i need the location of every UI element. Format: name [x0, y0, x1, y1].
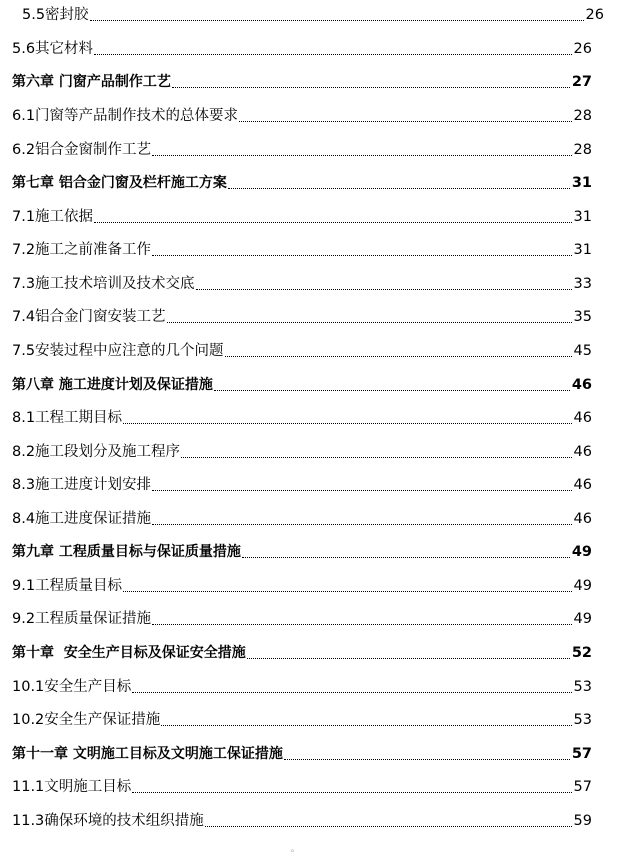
toc-leader-dots	[161, 724, 571, 726]
toc-entry	[22, 0, 604, 24]
toc-entry-page: 46	[573, 410, 592, 426]
toc-entry-title: 7.2施工之前准备工作	[12, 242, 152, 258]
toc-entry	[12, 806, 592, 830]
toc-entry-title: 8.4施工进度保证措施	[12, 511, 152, 527]
toc-entry-page: 59	[573, 813, 592, 829]
toc-leader-dots	[167, 321, 572, 323]
toc-leader-dots	[90, 19, 584, 21]
toc-entry-page: 45	[573, 343, 592, 359]
toc-entry-page: 57	[573, 779, 592, 795]
toc-entry-title: 5.5密封胶	[22, 7, 89, 23]
toc-leader-dots	[242, 556, 570, 558]
toc-entry-page: 46	[573, 477, 592, 493]
toc-entry-page: 53	[573, 679, 592, 695]
toc-entry-title: 第七章 铝合金门窗及栏杆施工方案	[12, 175, 227, 191]
toc-leader-dots	[123, 422, 571, 424]
toc-entry-page: 26	[585, 7, 604, 23]
toc-leader-dots	[196, 288, 572, 290]
toc-leader-dots	[152, 623, 571, 625]
toc-entry	[12, 135, 592, 159]
toc-entry-page: 52	[571, 645, 592, 661]
toc-entry-title: 8.1工程工期目标	[12, 410, 123, 426]
toc-entry-title: 8.3施工进度计划安排	[12, 477, 152, 493]
toc-chapter-entry	[12, 168, 592, 192]
toc-entry-page: 53	[573, 712, 592, 728]
toc-entry	[12, 302, 592, 326]
toc-leader-dots	[94, 221, 571, 223]
toc-leader-dots	[239, 120, 571, 122]
toc-entry	[12, 604, 592, 628]
toc-leader-dots	[132, 691, 571, 693]
page-footer-mark: 。	[291, 844, 299, 853]
toc-entry-title: 6.1门窗等产品制作技术的总体要求	[12, 108, 239, 124]
toc-entry-page: 35	[573, 309, 592, 325]
toc-entry-page: 26	[573, 41, 592, 57]
toc-entry-title: 10.2安全生产保证措施	[12, 712, 161, 728]
toc-entry	[12, 34, 592, 58]
toc-entry-page: 33	[573, 276, 592, 292]
toc-leader-dots	[132, 791, 571, 793]
toc-chapter-entry	[12, 739, 592, 763]
toc-entry	[12, 403, 592, 427]
toc-entry-title: 5.6其它材料	[12, 41, 94, 57]
toc-leader-dots	[225, 355, 572, 357]
toc-entry	[12, 235, 592, 259]
toc-entry	[12, 470, 592, 494]
toc-entry	[12, 269, 592, 293]
toc-entry-title: 第六章 门窗产品制作工艺	[12, 74, 171, 90]
toc-entry	[12, 772, 592, 796]
toc-entry	[12, 101, 592, 125]
toc-entry-page: 28	[573, 142, 592, 158]
toc-entry-page: 46	[573, 511, 592, 527]
toc-entry-title: 10.1安全生产目标	[12, 679, 132, 695]
toc-chapter-entry	[12, 537, 592, 561]
toc-entry-title: 9.1工程质量目标	[12, 578, 123, 594]
toc-entry-title: 第九章 工程质量目标与保证质量措施	[12, 544, 241, 560]
toc-leader-dots	[123, 590, 571, 592]
toc-leader-dots	[205, 825, 572, 827]
toc-entry-page: 31	[573, 242, 592, 258]
toc-entry-title: 9.2工程质量保证措施	[12, 611, 152, 627]
toc-entry-page: 46	[573, 444, 592, 460]
toc-leader-dots	[247, 657, 570, 659]
toc-entry-title: 7.1施工依据	[12, 209, 94, 225]
toc-entry-page: 49	[571, 544, 592, 560]
toc-entry-title: 11.1文明施工目标	[12, 779, 132, 795]
toc-leader-dots	[94, 53, 571, 55]
toc-leader-dots	[152, 254, 571, 256]
toc-leader-dots	[228, 187, 570, 189]
toc-leader-dots	[152, 523, 571, 525]
toc-entry-title: 6.2铝合金窗制作工艺	[12, 142, 152, 158]
toc-entry-page: 28	[573, 108, 592, 124]
toc-leader-dots	[214, 389, 570, 391]
toc-entry	[12, 672, 592, 696]
toc-entry-title: 7.4铝合金门窗安装工艺	[12, 309, 166, 325]
toc-leader-dots	[152, 489, 571, 491]
toc-entry	[12, 437, 592, 461]
toc-entry-page: 49	[573, 578, 592, 594]
toc-leader-dots	[181, 456, 571, 458]
toc-entry-page: 31	[573, 209, 592, 225]
toc-entry-page: 57	[571, 746, 592, 762]
toc-entry-page: 49	[573, 611, 592, 627]
toc-entry-title: 8.2施工段划分及施工程序	[12, 444, 181, 460]
toc-leader-dots	[284, 758, 570, 760]
toc-entry-title: 第十章 安全生产目标及保证安全措施	[12, 645, 246, 661]
toc-entry	[12, 336, 592, 360]
toc-entry-page: 46	[571, 377, 592, 393]
toc-chapter-entry	[12, 67, 592, 91]
toc-entry-title: 第八章 施工进度计划及保证措施	[12, 377, 213, 393]
toc-leader-dots	[152, 154, 571, 156]
toc-leader-dots	[172, 86, 570, 88]
toc-entry-title: 7.5安装过程中应注意的几个问题	[12, 343, 224, 359]
toc-entry	[12, 571, 592, 595]
toc-entry	[12, 705, 592, 729]
toc-entry	[12, 202, 592, 226]
toc-entry-page: 31	[571, 175, 592, 191]
toc-entry-title: 11.3确保环境的技术组织措施	[12, 813, 204, 829]
toc-entry	[12, 504, 592, 528]
toc-entry-title: 第十一章 文明施工目标及文明施工保证措施	[12, 746, 283, 762]
toc-entry-title: 7.3施工技术培训及技术交底	[12, 276, 195, 292]
toc-chapter-entry	[12, 638, 592, 662]
toc-chapter-entry	[12, 370, 592, 394]
toc-entry-page: 27	[571, 74, 592, 90]
